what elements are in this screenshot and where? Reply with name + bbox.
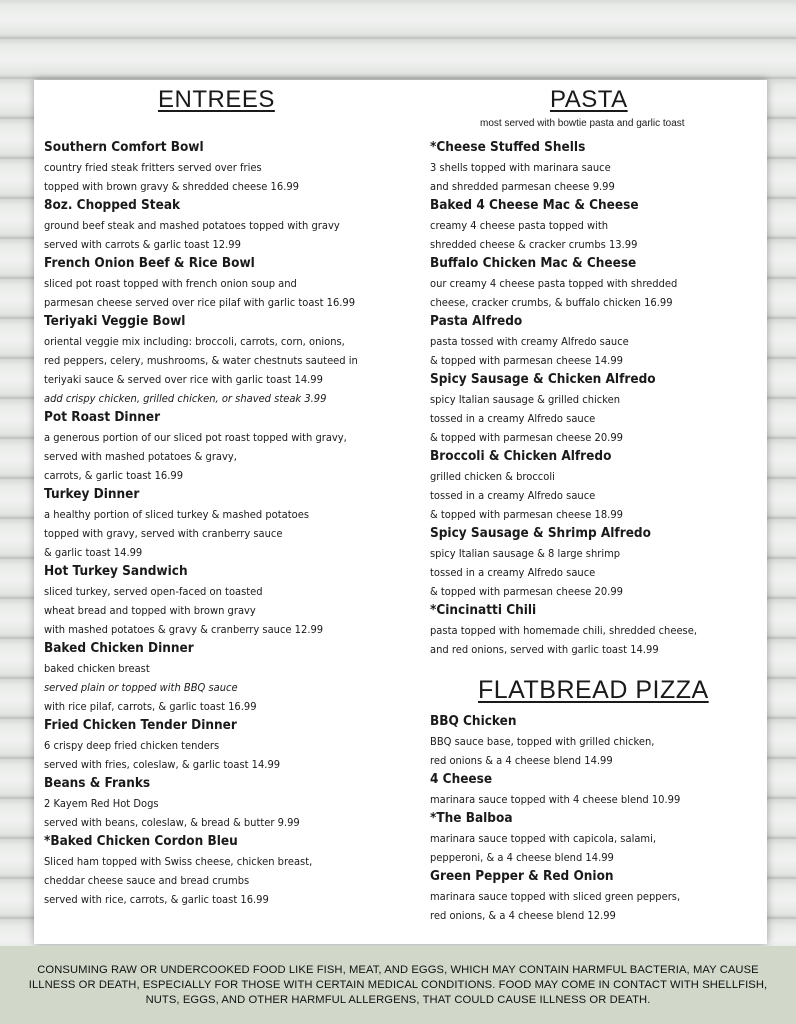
menu-item [44,485,385,562]
menu-item [44,138,385,196]
menu-item [430,370,720,447]
menu-item-description: tossed in a creamy Alfredo sauce [430,412,596,425]
menu-item-description: wheat bread and topped with brown gravy [44,604,256,617]
menu-item [430,712,702,770]
menu-item-description: 6 crispy deep fried chicken tenders [44,739,220,752]
menu-item-description: with rice pilaf, carrots, & garlic toast 16.99 [44,700,257,713]
menu-item-description: a generous portion of our sliced pot roast topped with gravy, [44,431,347,444]
menu-item-description: spicy Italian sausage & grilled chicken [430,393,621,406]
pasta-subtitle: most served with bowtie pasta and garlic toast [480,118,685,129]
menu-item [430,196,720,254]
menu-item-name: Spicy Sausage & Chicken Alfredo [430,372,656,387]
menu-item-description: sliced pot roast topped with french onion soup and [44,277,297,290]
menu-item-description: served with carrots & garlic toast 12.99 [44,238,241,251]
menu-item-name: Baked 4 Cheese Mac & Cheese [430,198,639,213]
menu-item-name: Broccoli & Chicken Alfredo [430,449,612,464]
menu-item [430,524,720,601]
menu-item [430,312,720,370]
flatbread-list [430,712,702,925]
menu-item [430,447,720,524]
menu-item-name: Buffalo Chicken Mac & Cheese [430,256,637,271]
menu-item [44,196,385,254]
menu-item-description: pasta tossed with creamy Alfredo sauce [430,335,629,348]
menu-item-description: & garlic toast 14.99 [44,546,143,559]
menu-item-description: Sliced ham topped with Swiss cheese, chicken breast, [44,855,313,868]
menu-item-description: creamy 4 cheese pasta topped with [430,219,609,232]
menu-item-description: red onions, & a 4 cheese blend 12.99 [430,909,616,922]
menu-item-description: red onions & a 4 cheese blend 14.99 [430,754,613,767]
menu-item-description: pasta topped with homemade chili, shredded cheese, [430,624,698,637]
menu-item-name: *Cheese Stuffed Shells [430,140,586,155]
menu-item-name: Hot Turkey Sandwich [44,564,188,579]
menu-item-description: our creamy 4 cheese pasta topped with shredded [430,277,678,290]
menu-item-description: grilled chicken & broccoli [430,470,555,483]
menu-item-description: with mashed potatoes & gravy & cranberry sauce 12.99 [44,623,324,636]
menu-item-name: *The Balboa [430,811,513,826]
menu-item-name: BBQ Chicken [430,714,517,729]
menu-item-name: Beans & Franks [44,776,151,791]
menu-item-description: tossed in a creamy Alfredo sauce [430,489,596,502]
menu-item-name: Southern Comfort Bowl [44,140,204,155]
menu-item [44,716,385,774]
menu-item-description: & topped with parmesan cheese 18.99 [430,508,623,521]
menu-item-description: & topped with parmesan cheese 14.99 [430,354,623,367]
menu-item [430,867,702,925]
menu-item-description: and red onions, served with garlic toast 14.99 [430,643,659,656]
menu-item-description: parmesan cheese served over rice pilaf with garlic toast 16.99 [44,296,356,309]
menu-item-description: and shredded parmesan cheese 9.99 [430,180,615,193]
pasta-list [430,138,720,659]
menu-item-name: 8oz. Chopped Steak [44,198,181,213]
allergen-warning-band [0,946,796,1024]
menu-item-description: 2 Kayem Red Hot Dogs [44,797,159,810]
menu-item-description: served with rice, carrots, & garlic toast 16.99 [44,893,269,906]
menu-item-name: Turkey Dinner [44,487,140,502]
menu-paper [34,80,767,944]
menu-item [44,832,385,909]
menu-item-name: Spicy Sausage & Shrimp Alfredo [430,526,651,541]
menu-item-description: oriental veggie mix including: broccoli, carrots, corn, onions, [44,335,345,348]
menu-item-name: 4 Cheese [430,772,493,787]
menu-item-description: marinara sauce topped with capicola, salami, [430,832,657,845]
menu-item [430,601,720,659]
menu-item-description: 3 shells topped with marinara sauce [430,161,611,174]
menu-item-description: sliced turkey, served open-faced on toasted [44,585,263,598]
menu-item-description: topped with gravy, served with cranberry sauce [44,527,283,540]
entrees-title: ENTREES [158,86,275,113]
menu-item-description: BBQ sauce base, topped with grilled chicken, [430,735,655,748]
menu-item-name: Green Pepper & Red Onion [430,869,614,884]
menu-item [44,254,385,312]
menu-item-description: red peppers, celery, mushrooms, & water chestnuts sauteed in [44,354,358,367]
menu-item-description: & topped with parmesan cheese 20.99 [430,431,623,444]
menu-item-description: marinara sauce topped with 4 cheese blend 10.99 [430,793,681,806]
menu-item-description: served with fries, coleslaw, & garlic toast 14.99 [44,758,281,771]
menu-item-name: French Onion Beef & Rice Bowl [44,256,255,271]
allergen-warning-text: CONSUMING RAW OR UNDERCOOKED FOOD LIKE FISH, MEAT, AND EGGS, WHICH MAY CONTAIN HARMFUL BACTERIA, MAY CAUSE ILLNESS OR DEATH, ESPECIALLY FOR THOSE WITH CERTAIN MEDICAL CONDITIONS. FOOD MAY COME IN CONTACT WITH SHELLFISH, NUTS, EGGS, AND OTHER HARMFUL ALLERGENS, THAT COULD CAUSE ILLNESS OR DEATH. [28,964,768,1006]
menu-item-description: topped with brown gravy & shredded cheese 16.99 [44,180,299,193]
menu-item [44,562,385,639]
menu-item-description: served plain or topped with BBQ sauce [44,681,238,694]
menu-item-description: baked chicken breast [44,662,150,675]
menu-item-description: served with mashed potatoes & gravy, [44,450,237,463]
entrees-list [44,138,385,909]
menu-item-description: marinara sauce topped with sliced green peppers, [430,890,681,903]
menu-item-description: cheddar cheese sauce and bread crumbs [44,874,250,887]
menu-item [44,408,385,485]
menu-item-name: Pot Roast Dinner [44,410,161,425]
menu-item [44,639,385,716]
menu-item [44,774,385,832]
menu-item-description: cheese, cracker crumbs, & buffalo chicken 16.99 [430,296,673,309]
menu-item-description: a healthy portion of sliced turkey & mashed potatoes [44,508,309,521]
menu-item-name: Fried Chicken Tender Dinner [44,718,237,733]
menu-item-name: Teriyaki Veggie Bowl [44,314,186,329]
menu-item-description: country fried steak fritters served over fries [44,161,262,174]
menu-item-description: shredded cheese & cracker crumbs 13.99 [430,238,638,251]
menu-item [44,312,385,408]
menu-item-description: tossed in a creamy Alfredo sauce [430,566,596,579]
menu-item-description: ground beef steak and mashed potatoes topped with gravy [44,219,340,232]
menu-item-description: pepperoni, & a 4 cheese blend 14.99 [430,851,614,864]
menu-item [430,254,720,312]
menu-item [430,770,702,809]
menu-item [430,138,720,196]
menu-item-description: served with beans, coleslaw, & bread & butter 9.99 [44,816,300,829]
menu-item-name: Baked Chicken Dinner [44,641,194,656]
menu-item-name: Pasta Alfredo [430,314,523,329]
menu-item-description: spicy Italian sausage & 8 large shrimp [430,547,621,560]
menu-item-description: carrots, & garlic toast 16.99 [44,469,184,482]
menu-item-description: add crispy chicken, grilled chicken, or shaved steak 3.99 [44,392,327,405]
menu-item-name: *Baked Chicken Cordon Bleu [44,834,238,849]
menu-item-description: teriyaki sauce & served over rice with garlic toast 14.99 [44,373,323,386]
menu-item [430,809,702,867]
menu-item-name: *Cincinatti Chili [430,603,537,618]
pasta-title: PASTA [550,86,628,113]
flatbread-title: FLATBREAD PIZZA [478,676,709,704]
menu-item-description: & topped with parmesan cheese 20.99 [430,585,623,598]
